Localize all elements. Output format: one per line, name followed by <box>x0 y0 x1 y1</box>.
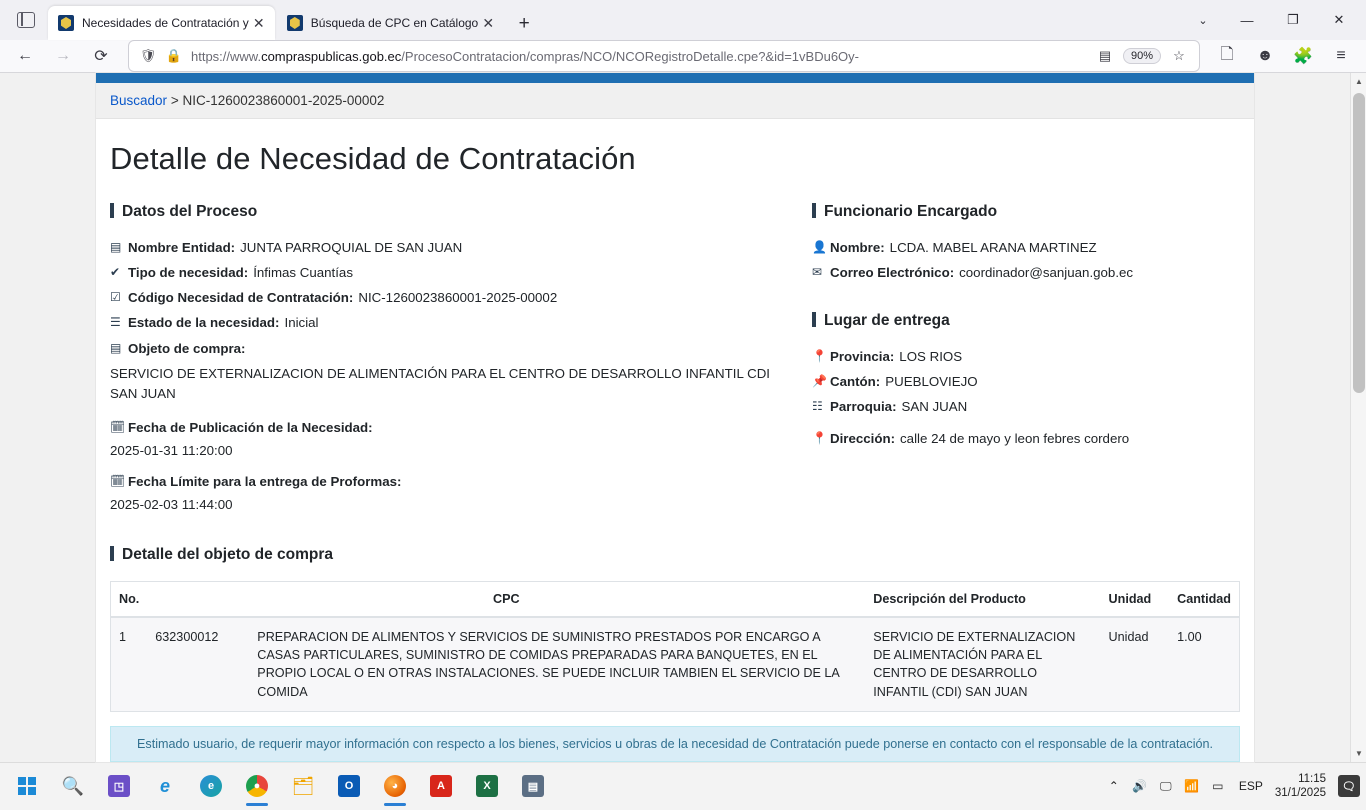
chrome-icon: ● <box>246 775 268 797</box>
scroll-down-arrow-icon[interactable]: ▼ <box>1355 749 1363 759</box>
close-window-button[interactable]: ✕ <box>1333 12 1345 27</box>
cell-unidad: Unidad <box>1101 617 1170 712</box>
web-page <box>0 73 1350 762</box>
window-controls <box>1182 0 1362 40</box>
zoom-level-badge[interactable]: 90% <box>1123 48 1161 64</box>
column-header-descripcion: Descripción del Producto <box>865 581 1100 617</box>
minimize-button[interactable]: — <box>1240 12 1254 28</box>
clock-date: 31/1/2025 <box>1274 787 1326 800</box>
outlook-icon: O <box>338 775 360 797</box>
table-body <box>111 617 1240 712</box>
field-parroquia <box>812 397 1240 416</box>
firefox-button[interactable] <box>372 764 418 808</box>
field-label: Fecha Límite para la entrega de Proformas: <box>128 474 402 490</box>
language-indicator[interactable]: ESP <box>1238 779 1263 794</box>
breadcrumb-link-buscador[interactable]: Buscador <box>110 93 168 108</box>
system-tray <box>1101 762 1362 810</box>
chevron-down-icon[interactable]: ⌄ <box>1198 14 1208 27</box>
chrome-button[interactable] <box>234 764 280 808</box>
shield-icon <box>287 15 303 31</box>
search-icon: 🔍 <box>61 776 85 797</box>
new-tab-button[interactable]: + <box>518 13 530 34</box>
detalle-objeto-table <box>110 581 1240 712</box>
page-content <box>96 141 1254 762</box>
pocket-icon[interactable]: 🗋 <box>1220 45 1234 63</box>
volume-icon[interactable]: 🔊 <box>1132 779 1148 794</box>
battery-icon[interactable]: ▭ <box>1212 779 1224 794</box>
field-tipo-necesidad <box>110 263 770 282</box>
column-header-no: No. <box>111 581 148 617</box>
app-menu-button[interactable]: ≡ <box>1336 47 1346 64</box>
forward-button[interactable]: → <box>55 47 71 64</box>
cell-descripcion: SERVICIO DE EXTERNALIZACION DE ALIMENTACIÓN PARA EL CENTRO DE DESARROLLO INFANTIL (CDI) SAN JUAN <box>865 617 1100 712</box>
field-label: Provincia: <box>830 348 895 364</box>
tab-necesidades-contratacion[interactable] <box>48 6 275 40</box>
field-label: Objeto de compra: <box>128 340 246 356</box>
field-label: Correo Electrónico: <box>830 264 955 280</box>
field-label: Tipo de necesidad: <box>128 264 249 280</box>
info-columns <box>110 203 1240 512</box>
road-icon: ☷ <box>812 399 823 414</box>
field-provincia <box>812 347 1240 366</box>
network-icon[interactable]: 📶 <box>1184 779 1200 794</box>
section-heading-datos-proceso: Datos del Proceso <box>110 203 770 222</box>
field-label: Cantón: <box>830 373 881 389</box>
field-funcionario-correo <box>812 263 1240 282</box>
list-icon: ☰ <box>110 315 121 330</box>
column-header-cpc: CPC <box>147 581 865 617</box>
map-marker-icon: 📍 <box>812 348 827 363</box>
calendar-icon: 🗓 <box>110 419 126 434</box>
clipboard-check-icon: ☑ <box>110 290 121 305</box>
pin-icon: 📌 <box>812 373 827 388</box>
file-explorer-button[interactable] <box>280 764 326 808</box>
field-value: Ínfimas Cuantías <box>253 264 353 280</box>
fecha-limite-value: 2025-02-03 11:44:00 <box>110 497 233 513</box>
column-header-cantidad: Cantidad <box>1169 581 1239 617</box>
field-label: Nombre Entidad: <box>128 239 236 255</box>
field-value: SAN JUAN <box>901 399 968 415</box>
table-header-row <box>111 581 1240 617</box>
maximize-button[interactable]: ❐ <box>1287 12 1299 27</box>
breadcrumb-current: NIC-1260023860001-2025-00002 <box>182 93 385 108</box>
account-icon[interactable]: ☻ <box>1256 47 1274 64</box>
site-header-strip <box>96 73 1254 83</box>
fecha-publicacion-value: 2025-01-31 11:20:00 <box>110 443 233 459</box>
field-value: coordinador@sanjuan.gob.ec <box>959 264 1134 280</box>
breadcrumb-separator: > <box>170 93 179 108</box>
field-estado-necesidad <box>110 313 770 332</box>
toolbar-actions <box>1208 40 1360 72</box>
excel-icon: X <box>476 775 498 797</box>
notification-icon: 🗨 <box>1338 775 1360 797</box>
field-direccion <box>812 429 1240 448</box>
scrollbar-thumb[interactable] <box>1353 93 1365 393</box>
firefox-icon: ◕ <box>384 775 406 797</box>
excel-button[interactable] <box>464 764 510 808</box>
envelope-icon: ✉ <box>812 264 823 279</box>
field-label: Parroquia: <box>830 399 897 415</box>
task-view-button[interactable] <box>96 764 142 808</box>
field-label: Nombre: <box>830 239 885 255</box>
navigation-toolbar <box>0 40 1366 73</box>
calendar-icon: 🗓 <box>110 474 126 489</box>
file-icon: ▤ <box>110 340 122 355</box>
page-container <box>96 73 1254 762</box>
close-icon[interactable]: ✕ <box>482 14 495 31</box>
check-circle-icon: ✔ <box>110 264 121 279</box>
cpc-code: 632300012 <box>155 629 219 644</box>
column-header-unidad: Unidad <box>1101 581 1170 617</box>
tray-chevron-up-icon[interactable]: ⌃ <box>1108 779 1119 794</box>
url-text: https://www.compraspublicas.gob.ec/ProcesoContratacion/compras/NCO/NCORegistroDetalle.cpe?&id=1vBDu6Oy- <box>191 48 859 64</box>
internet-explorer-icon: e <box>159 776 170 797</box>
list-all-tabs-icon <box>17 12 35 28</box>
shield-icon[interactable]: 🛡 <box>139 48 157 63</box>
field-value: PUEBLOVIEJO <box>885 373 978 389</box>
tab-title: Necesidades de Contratación y <box>82 16 249 30</box>
acrobat-button[interactable] <box>418 764 464 808</box>
windows-logo-icon <box>18 777 36 795</box>
tab-strip <box>0 0 1366 40</box>
shield-icon <box>58 15 74 31</box>
field-value: LOS RIOS <box>899 348 963 364</box>
acrobat-icon: A <box>430 775 452 797</box>
field-fecha-limite <box>110 472 770 491</box>
reload-button[interactable]: ⟳ <box>94 48 108 65</box>
cell-cantidad: 1.00 <box>1169 617 1239 712</box>
cell-no: 1 <box>111 617 148 712</box>
datos-proceso-section <box>110 203 770 512</box>
table-header <box>111 581 1240 617</box>
list-all-tabs-button[interactable] <box>4 0 48 40</box>
task-view-icon: ◳ <box>108 775 130 797</box>
edge-icon: e <box>200 775 222 797</box>
field-value: NIC-1260023860001-2025-00002 <box>358 290 558 306</box>
field-value: Inicial <box>284 315 319 331</box>
tab-title: Búsqueda de CPC en Catálogo <box>310 16 479 30</box>
page-viewport <box>0 73 1366 762</box>
edge-button[interactable] <box>188 764 234 808</box>
clock-time: 11:15 <box>1298 773 1326 786</box>
field-funcionario-nombre <box>812 238 1240 257</box>
table-row <box>111 617 1240 712</box>
clock[interactable] <box>1271 772 1336 801</box>
page-scrollbar[interactable] <box>1350 73 1366 762</box>
field-fecha-publicacion <box>110 418 770 437</box>
close-icon[interactable]: ✕ <box>252 14 265 31</box>
scroll-up-arrow-icon[interactable]: ▲ <box>1355 76 1363 86</box>
url-bar[interactable] <box>128 40 1200 72</box>
tab-busqueda-cpc[interactable] <box>277 6 504 40</box>
field-objeto-compra <box>110 339 770 358</box>
start-button[interactable] <box>4 764 50 808</box>
field-label: Estado de la necesidad: <box>128 315 280 331</box>
lock-icon[interactable]: 🔒 <box>165 48 183 63</box>
display-icon[interactable]: 🖵 <box>1160 778 1172 793</box>
section-heading-lugar-entrega: Lugar de entrega <box>812 312 1240 331</box>
user-icon: 👤 <box>812 239 827 254</box>
url-bar-actions <box>1091 43 1193 69</box>
field-canton <box>812 372 1240 391</box>
objeto-compra-text: SERVICIO DE EXTERNALIZACION DE ALIMENTACIÓN PARA EL CENTRO DE DESARROLLO INFANTIL CDI SAN JUAN <box>110 365 770 401</box>
cpc-description: PREPARACION DE ALIMENTOS Y SERVICIOS DE SUMINISTRO PRESTADOS POR ENCARGO A CASAS PARTICULARES, SUMINISTRO DE COMIDAS PREPARADAS PARA BANQUETES, EN EL PROPIO LOCAL O EN OTRAS INSTALACIONES. SE PUEDE INCLUIR TAMBIEN EL SERVICIO DE LA COMIDA <box>257 629 840 699</box>
field-value: calle 24 de mayo y leon febres cordero <box>900 430 1130 446</box>
building-icon: ▤ <box>110 239 122 254</box>
outlook-button[interactable] <box>326 764 372 808</box>
folder-icon: 🗂 <box>291 776 315 797</box>
notifications-button[interactable] <box>1336 762 1362 810</box>
field-label: Dirección: <box>830 430 896 446</box>
internet-explorer-button[interactable] <box>142 764 188 808</box>
map-marker-icon: 📍 <box>812 430 827 445</box>
bookmark-star-icon[interactable]: ☆ <box>1173 48 1185 63</box>
field-label: Fecha de Publicación de la Necesidad: <box>128 419 373 435</box>
section-heading-funcionario: Funcionario Encargado <box>812 203 1240 222</box>
scanner-button[interactable] <box>510 764 556 808</box>
info-note: Estimado usuario, de requerir mayor información con respecto a los bienes, servicios u obras de la necesidad de Contratación puede ponerse en contacto con el responsable de la contratación. <box>110 726 1240 762</box>
back-button[interactable]: ← <box>17 47 33 64</box>
windows-taskbar <box>0 762 1366 810</box>
page-title: Detalle de Necesidad de Contratación <box>110 141 636 176</box>
field-value: LCDA. MABEL ARANA MARTINEZ <box>889 239 1097 255</box>
section-heading-detalle-objeto: Detalle del objeto de compra <box>110 546 1240 565</box>
reader-view-icon[interactable]: ▤ <box>1098 48 1112 63</box>
cell-cpc <box>147 617 865 712</box>
field-nombre-entidad <box>110 238 770 257</box>
right-column <box>800 203 1240 512</box>
extensions-icon[interactable]: 🧩 <box>1293 48 1313 65</box>
breadcrumb <box>96 83 1254 119</box>
search-button[interactable] <box>50 764 96 808</box>
field-value: JUNTA PARROQUIAL DE SAN JUAN <box>240 239 463 255</box>
field-label: Código Necesidad de Contratación: <box>128 290 354 306</box>
field-codigo-necesidad <box>110 288 770 307</box>
scanner-icon: ▤ <box>522 775 544 797</box>
